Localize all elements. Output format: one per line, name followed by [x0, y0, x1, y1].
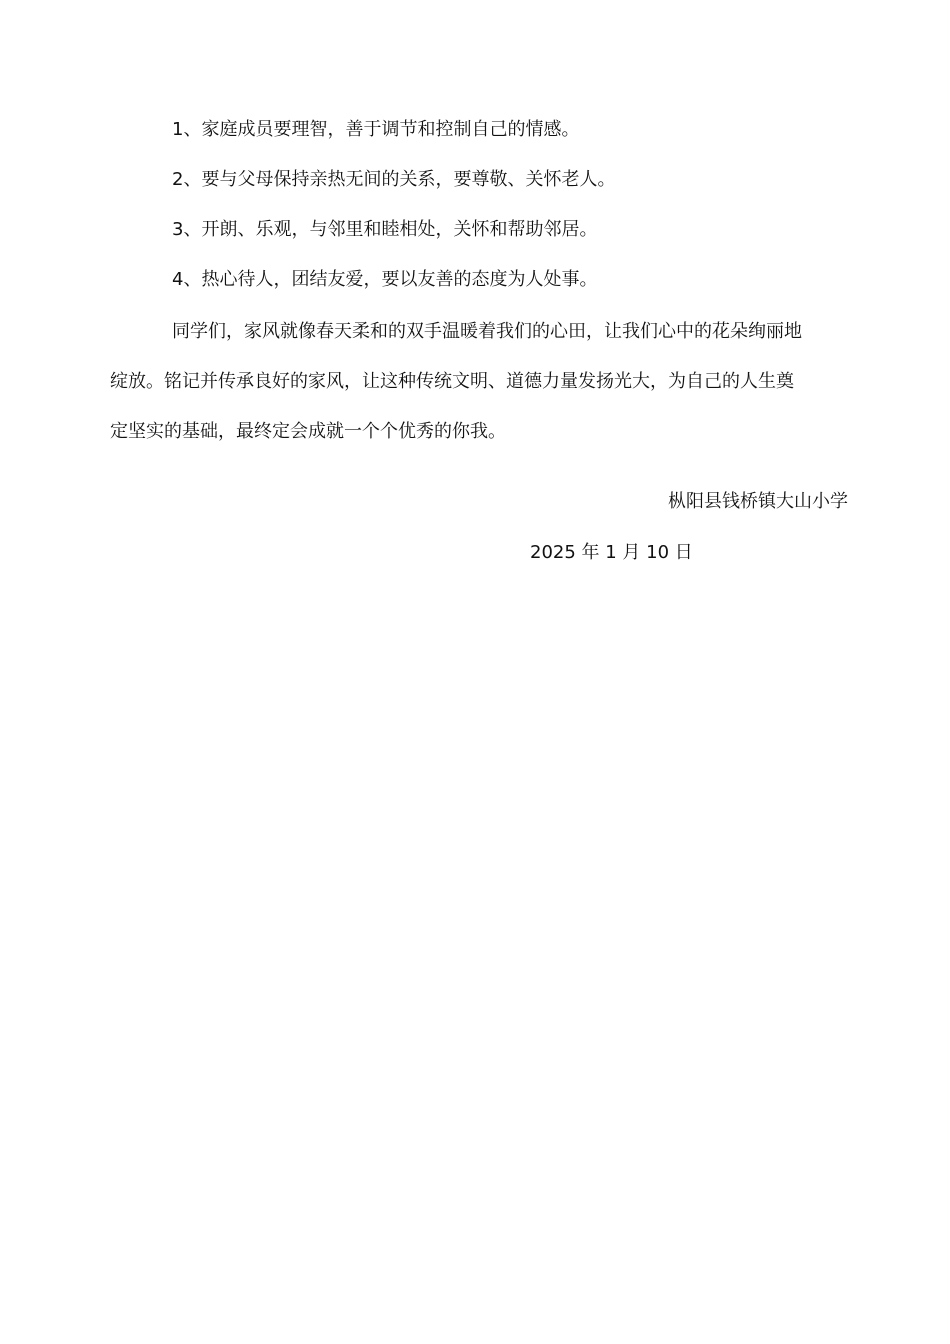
- guideline-item: 2、要与父母保持亲热无间的关系，要尊敬、关怀老人。: [172, 169, 616, 190]
- guideline-item: 1、家庭成员要理智，善于调节和控制自己的情感。: [172, 119, 580, 140]
- closing-paragraph: [110, 310, 850, 460]
- guideline-item: 3、开朗、乐观，与邻里和睦相处，关怀和帮助邻居。: [172, 219, 598, 240]
- guideline-list: [172, 112, 852, 312]
- closing-line: 绽放。铭记并传承良好的家风，让这种传统文明、道德力量发扬光大，为自己的人生奠: [110, 371, 794, 392]
- closing-line: 定坚实的基础，最终定会成就一个个优秀的你我。: [110, 421, 506, 442]
- closing-line: 同学们，家风就像春天柔和的双手温暖着我们的心田，让我们心中的花朵绚丽地: [172, 321, 802, 342]
- signature-school: 枞阳县钱桥镇大山小学: [668, 491, 848, 512]
- guideline-item: 4、热心待人，团结友爱，要以友善的态度为人处事。: [172, 269, 598, 290]
- signature-date: 2025 年 1 月 10 日: [530, 542, 693, 563]
